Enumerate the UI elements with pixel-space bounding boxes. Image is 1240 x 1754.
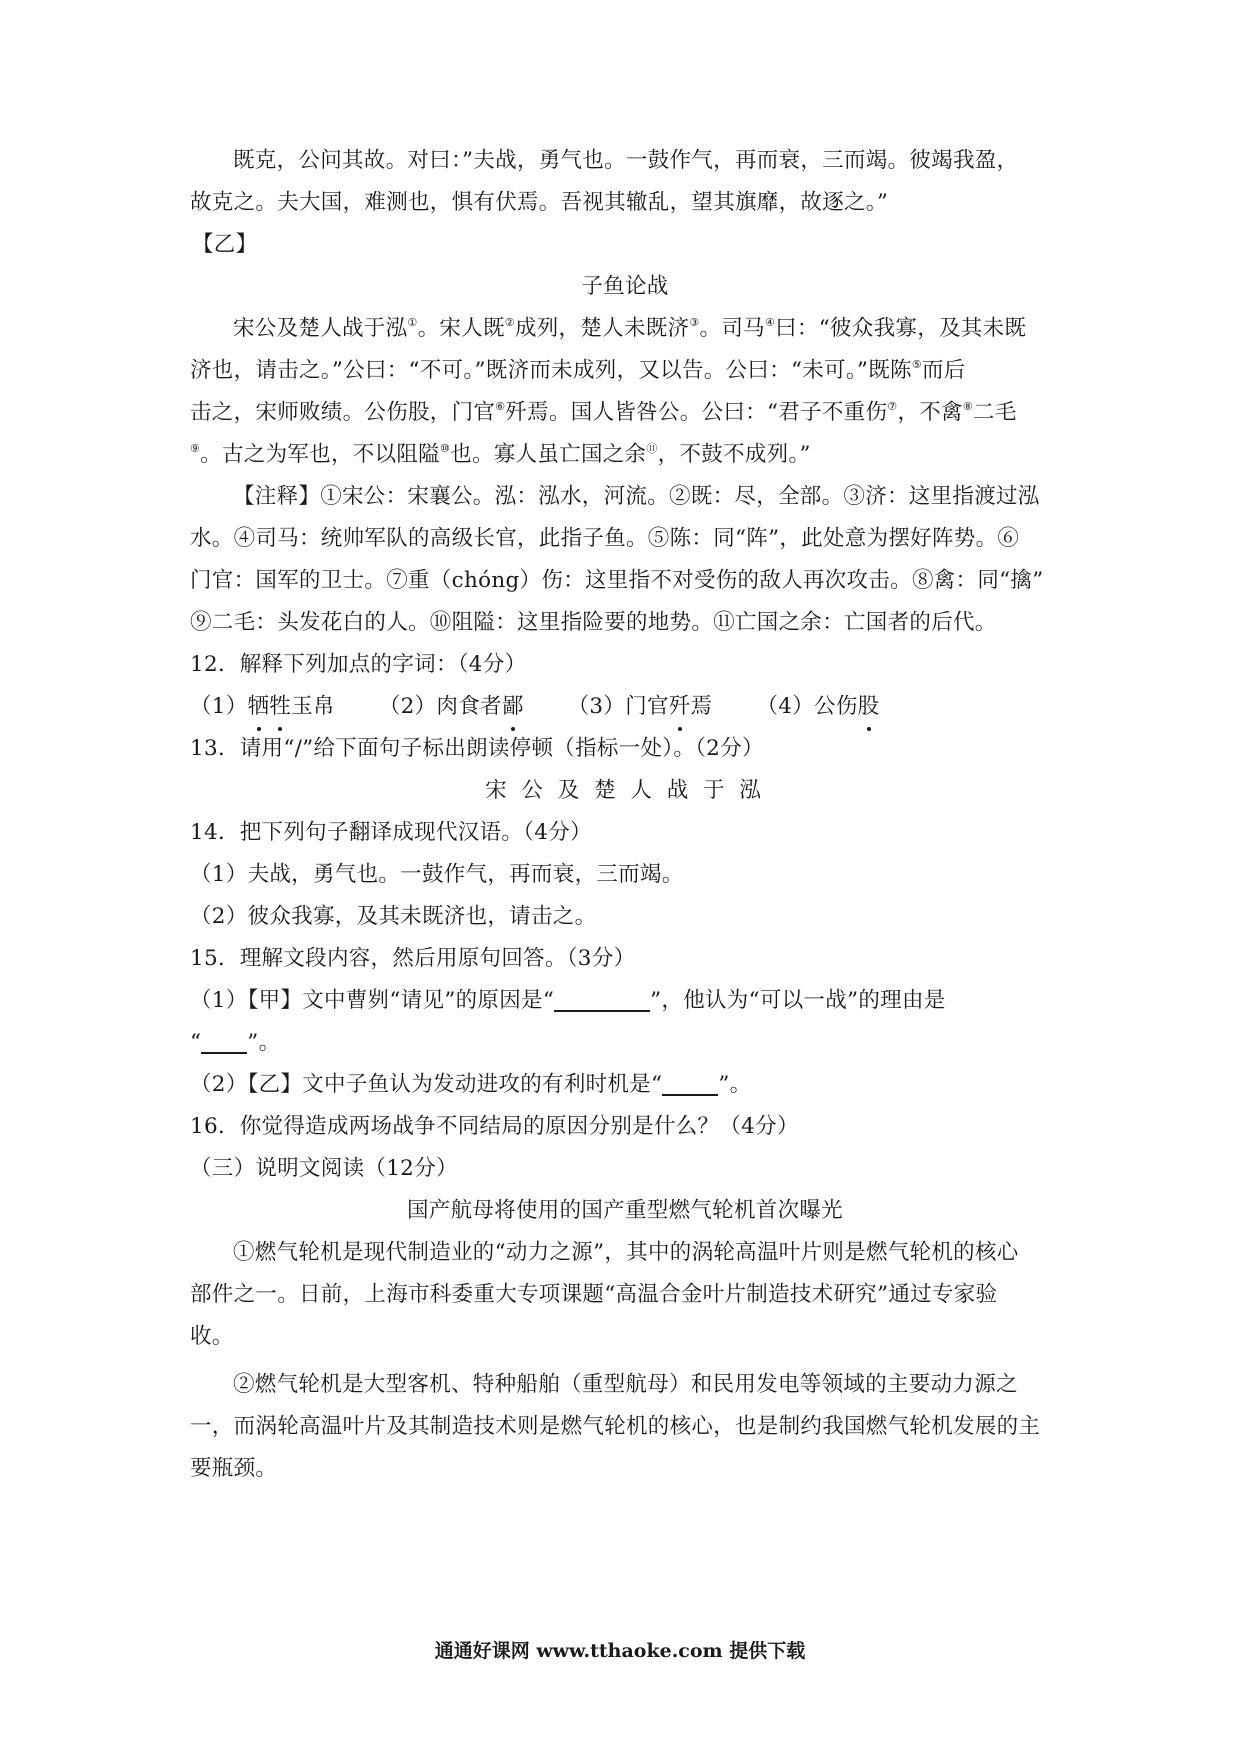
question-13-sentence: 宋 公 及 楚 人 战 于 泓 — [485, 778, 765, 803]
yi-text-line: 宋公及楚人战于泓①。宋人既②成列，楚人未既济③。司马④曰：“彼众我寡，及其未既 — [233, 316, 1027, 341]
jia-text-line: 故克之。夫大国，难测也，惧有伏焉。吾视其辙乱，望其旗靡，故逐之。” — [190, 190, 889, 215]
q12-item-4: （4）公伤股 — [756, 694, 879, 719]
question-16-title: 16．你觉得造成两场战争不同结局的原因分别是什么？（4分） — [190, 1114, 799, 1139]
section-3-heading: （三）说明文阅读（12分） — [190, 1156, 458, 1181]
question-14-sentence-1: （1）夫战，勇气也。一鼓作气，再而衰，三而竭。 — [190, 862, 684, 887]
question-15-line: （1）【甲】文中曹刿“请见”的原因是“ ”，他认为“可以一战”的理由是 — [190, 988, 946, 1013]
yi-text-line: 济也，请击之。”公曰：“不可。”既济而未成列，又以告。公曰：“未可。”既陈⑤而后 — [190, 358, 966, 383]
q12-item-1: （1）牺牲玉帛 — [190, 694, 335, 719]
question-14-sentence-2: （2）彼众我寡，及其未既济也，请击之。 — [190, 904, 597, 929]
page-footer: 通通好课网 www.tthaoke.com 提供下载 — [434, 1640, 806, 1662]
yi-text-line: 击之，宋师败绩。公伤股，门官⑥歼焉。国人皆咎公。公曰：“君子不重伤⑦，不禽⑧二毛 — [190, 400, 1017, 425]
q12-item-2: （2）肉食者鄙 — [379, 694, 524, 719]
question-15-title: 15．理解文段内容，然后用原句回答。（3分） — [190, 946, 636, 971]
answer-blank[interactable] — [554, 986, 650, 1012]
jia-text-line: 既克，公问其故。对曰：”夫战，勇气也。一鼓作气，再而衰，三而竭。彼竭我盈， — [233, 148, 1019, 173]
exam-page — [190, 140, 1060, 1490]
notes-line: 水。④司马：统帅军队的高级长官，此指子鱼。⑤陈：同“阵”，此处意为摆好阵势。⑥ — [190, 526, 1020, 551]
notes-line: ⑨二毛：头发花白的人。⑩阻隘：这里指险要的地势。⑪亡国之余：亡国者的后代。 — [190, 610, 997, 635]
article-title: 国产航母将使用的国产重型燃气轮机首次曝光 — [406, 1198, 843, 1223]
article-line: 要瓶颈。 — [190, 1456, 278, 1481]
yi-title: 子鱼论战 — [581, 274, 669, 299]
notes-line: 【注释】①宋公：宋襄公。泓：泓水，河流。②既：尽，全部。③济：这里指渡过泓 — [233, 484, 1040, 509]
question-12-title: 12．解释下列加点的字词：（4分） — [190, 652, 527, 677]
question-15-line: “ ”。 — [190, 1030, 281, 1055]
q12-item-3: （3）门官歼焉 — [568, 694, 713, 719]
answer-blank[interactable] — [201, 1028, 247, 1054]
question-12-items — [190, 686, 1060, 728]
article-line: ②燃气轮机是大型客机、特种船舶（重型航母）和民用发电等领域的主要动力源之 — [233, 1372, 1018, 1397]
answer-blank[interactable] — [662, 1070, 718, 1096]
article-line: ①燃气轮机是现代制造业的“动力之源”，其中的涡轮高温叶片则是燃气轮机的核心 — [233, 1240, 1019, 1265]
article-line: 一，而涡轮高温叶片及其制造技术则是燃气轮机的核心，也是制约我国燃气轮机发展的主 — [190, 1414, 1041, 1439]
article-line: 收。 — [190, 1324, 234, 1349]
article-line: 部件之一。日前，上海市科委重大专项课题“高温合金叶片制造技术研究”通过专家验 — [190, 1282, 998, 1307]
question-14-title: 14．把下列句子翻译成现代汉语。（4分） — [190, 820, 592, 845]
question-13-title: 13．请用“/”给下面句子标出朗读停顿（指标一处）。（2分） — [190, 736, 764, 761]
yi-text-line: ⑨。古之为军也，不以阻隘⑩也。寡人虽亡国之余⑪，不鼓不成列。” — [190, 442, 811, 467]
notes-line: 门官：国军的卫士。⑦重（chóng）伤：这里指不对受伤的敌人再次攻击。⑧禽：同“擒” — [190, 568, 1044, 593]
question-15-line: （2）【乙】文中子鱼认为发动进攻的有利时机是“ ”。 — [190, 1072, 752, 1097]
section-label-yi: 【乙】 — [192, 232, 258, 257]
